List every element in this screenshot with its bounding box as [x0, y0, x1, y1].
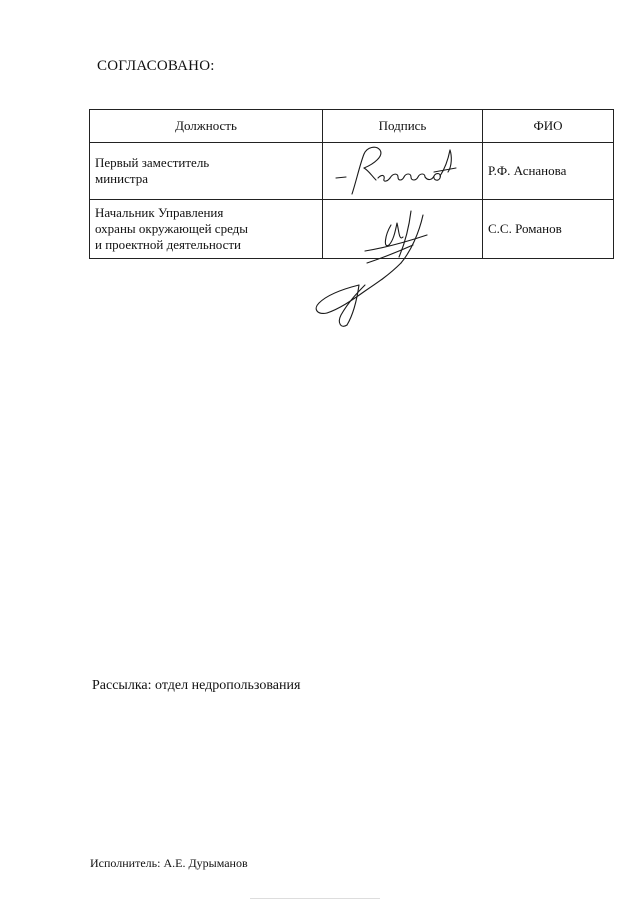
position-cell: Начальник Управления охраны окружающей среды и проектной деятельности	[90, 200, 323, 259]
column-header-name: ФИО	[483, 110, 614, 143]
executor-note: Исполнитель: А.Е. Дурыманов	[90, 856, 248, 870]
approval-heading: СОГЛАСОВАНО:	[97, 58, 215, 74]
signature-image	[330, 142, 480, 202]
name-cell: Р.Ф. Аснанова	[483, 143, 614, 200]
position-cell: Первый заместитель министра	[90, 143, 323, 200]
name-cell: С.С. Романов	[483, 200, 614, 259]
column-header-position: Должность	[90, 110, 323, 143]
table-header-row	[90, 110, 614, 143]
signature-image	[305, 205, 445, 335]
column-header-signature: Подпись	[323, 110, 483, 143]
distribution-note: Рассылка: отдел недропользования	[92, 678, 301, 693]
scan-artifact-line	[250, 898, 380, 899]
